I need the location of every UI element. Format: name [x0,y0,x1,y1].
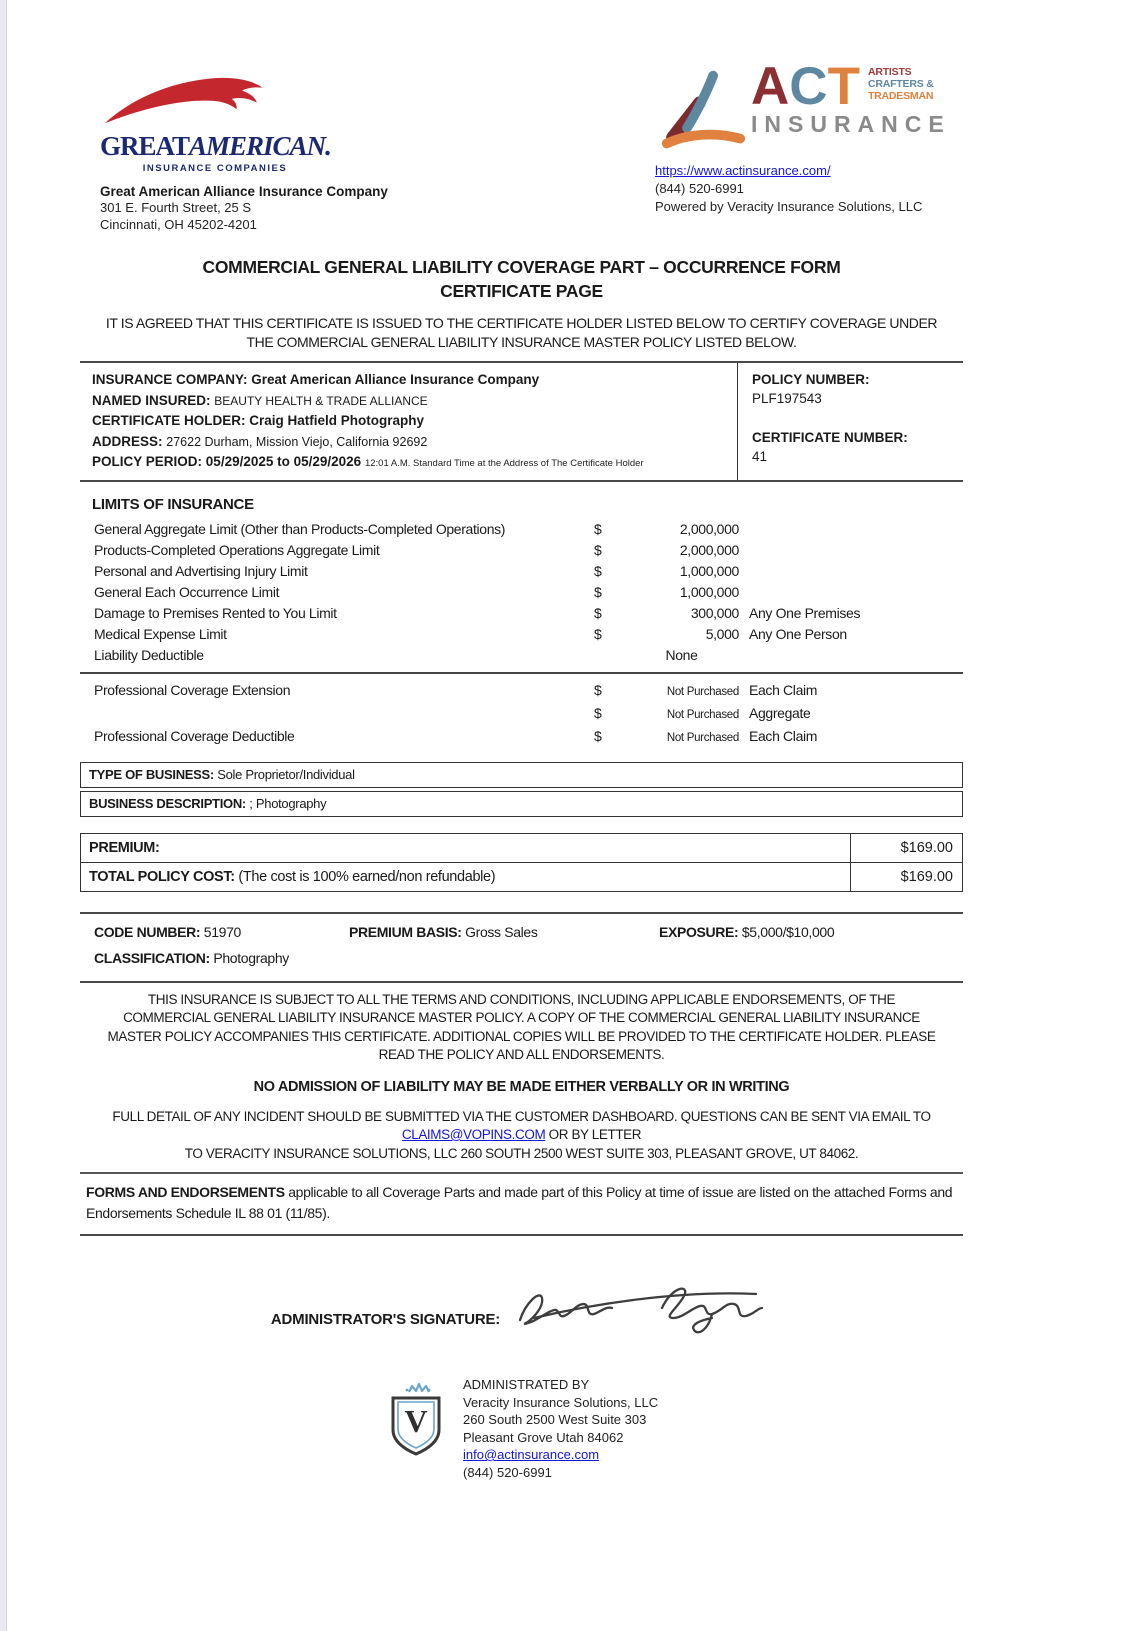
act-contact-block [655,162,985,216]
named-insured-label: NAMED INSURED: [92,392,211,408]
address-row [92,432,727,453]
limit-row: Medical Expense Limit $ 5,000 Any One Person [94,625,847,642]
premium-basis-value: Gross Sales [465,923,538,940]
business-description-box [80,791,963,817]
policy-period-value: 05/29/2025 to 05/29/2026 [205,454,362,469]
great-american-tagline: INSURANCE COMPANIES [142,163,288,174]
professional-coverage-row: Professional Coverage Extension $ Not Purchased Each Claim [94,681,818,698]
premium-amount: $169.00 [850,834,962,862]
great-american-block [100,70,400,233]
certificate-number-label: CERTIFICATE NUMBER: [752,430,908,445]
terms-paragraph: THIS INSURANCE IS SUBJECT TO ALL THE TERMS AND CONDITIONS, INCLUDING APPLICABLE ENDORSEMENTS, OF THE COMMERCIAL GENERAL LIABILITY INSURANCE MASTER POLICY. A COPY OF THE COMMERCIAL GENERAL LIABILITY INSURANCE MASTER POLICY ACCOMPANIES THIS CERTIFICATE. ADDITIONAL COPIES WILL BE PROVIDED TO THE CERTIFICATE HOLDER. PLEASE READ THE POLICY AND ALL ENDORSEMENTS. [107,991,936,1062]
policy-info-box [80,361,963,482]
address-value: 27622 Durham, Mission Viejo, California 92692 [166,434,428,449]
insurance-company-label: INSURANCE COMPANY: [92,372,248,387]
premium-basis-label: PREMIUM BASIS: [349,923,462,940]
classification-label: CLASSIFICATION: [94,949,210,966]
professional-coverage-row: $ Not Purchased Aggregate [594,704,811,721]
administrated-by-label: ADMINISTRATED BY [463,1377,590,1392]
limits-divider [80,672,963,674]
act-word-crafters: CRAFTERS & [867,78,934,90]
insurance-company-row [92,370,727,391]
policy-period-row [92,452,727,475]
great-american-eagle-icon [100,70,272,126]
exposure-value: $5,000/$10,000 [741,923,835,940]
business-description-label: BUSINESS DESCRIPTION: [89,795,246,811]
type-of-business-box [80,762,963,788]
agreement-statement: IT IS AGREED THAT THIS CERTIFICATE IS ISSUED TO THE CERTIFICATE HOLDER LISTED BELOW TO CERTIFY COVERAGE UNDER THE COMMERCIAL GENERAL LIABILITY INSURANCE MASTER POLICY LISTED BELOW. [105,315,938,350]
act-website-link[interactable]: https://www.actinsurance.com/ [655,163,831,178]
no-admission-statement: NO ADMISSION OF LIABILITY MAY BE MADE EITHER VERBALLY OR IN WRITING [253,1078,790,1095]
administrator-signature-row [80,1278,963,1340]
act-insurance-word: INSURANCE [751,111,951,138]
limits-table [80,519,963,749]
forms-endorsements-text: applicable to all Coverage Parts and made part of this Policy at time of issue are listed on the attached Forms and Endorsements Schedule IL 88 01 (11/85). [86,1184,953,1221]
act-insurance-logo [655,57,985,156]
admin-address-line1: 260 South 2500 West Suite 303 [463,1412,647,1427]
total-policy-cost-amount: $169.00 [850,863,962,891]
act-word-tradesman: TRADESMAN [867,90,934,102]
professional-coverage-row: Professional Coverage Deductible $ Not Purchased Each Claim [94,727,818,744]
limit-row: Liability Deductible None [94,646,698,663]
limit-row: General Aggregate Limit (Other than Products-Completed Operations) $ 2,000,000 [94,520,739,537]
exposure-label: EXPOSURE: [659,923,739,940]
total-policy-cost-row [81,863,962,891]
document-title [80,255,963,303]
certificate-number-value: 41 [752,449,768,464]
certificate-holder-label: CERTIFICATE HOLDER: [92,413,246,428]
great-american-wordmark [100,133,400,160]
insurance-company-value: Great American Alliance Insurance Company [251,372,540,387]
limit-row: General Each Occurrence Limit $ 1,000,000 [94,583,739,600]
administrated-by-text [463,1376,658,1481]
act-letter-c: C [789,57,828,116]
svg-text:V: V [404,1403,428,1439]
wordmark-great: GREAT [100,131,190,161]
act-words [868,64,934,102]
policy-info-left [80,363,737,480]
rating-section [80,912,963,974]
certificate-holder-row [92,411,727,432]
classification-value: Photography [213,949,289,966]
act-powered-by: Powered by Veracity Insurance Solutions, LLC [655,199,923,214]
address-label: ADDRESS: [92,433,163,449]
insurer-company-name: Great American Alliance Insurance Company [100,184,388,199]
policy-info-right [737,363,963,480]
administrated-by-block [385,1376,963,1481]
type-of-business-value: Sole Proprietor/Individual [217,766,355,782]
insurer-address-line1: 301 E. Fourth Street, 25 S [100,200,252,215]
business-description-value: ; Photography [249,795,327,811]
forms-endorsements-paragraph [86,1182,963,1224]
admin-phone: (844) 520-6991 [463,1464,552,1480]
policy-period-label: POLICY PERIOD: [92,454,203,469]
limit-row: Personal and Advertising Injury Limit $ 1,000,000 [94,562,739,579]
policy-number-label: POLICY NUMBER: [752,372,870,387]
named-insured-value: BEAUTY HEALTH & TRADE ALLIANCE [214,393,428,408]
policy-period-note: 12:01 A.M. Standard Time at the Address of The Certificate Holder [364,458,644,469]
type-of-business-label: TYPE OF BUSINESS: [89,766,214,782]
document-title-line2: CERTIFICATE PAGE [440,281,603,301]
certificate-holder-value: Craig Hatfield Photography [249,413,425,428]
limit-row: Products-Completed Operations Aggregate Limit $ 2,000,000 [94,541,739,558]
total-policy-cost-label: TOTAL POLICY COST: [89,868,235,885]
incident-mailing-address: TO VERACITY INSURANCE SOLUTIONS, LLC 260 SOUTH 2500 WEST SUITE 303, PLEASANT GROVE, UT 84062. [184,1145,859,1161]
administrator-signature-scribble [504,1278,772,1340]
act-phone: (844) 520-6991 [655,181,744,196]
act-word-artists: ARTISTS [867,66,912,78]
act-letter-t: T [827,57,860,116]
wordmark-american: AMERICAN. [189,131,331,161]
code-number-value: 51970 [203,923,241,940]
premium-row [81,834,962,863]
admin-email-link[interactable]: info@actinsurance.com [463,1447,600,1462]
premium-table [80,833,963,892]
premium-label: PREMIUM: [89,839,160,856]
code-row [94,922,963,942]
code-number-label: CODE NUMBER: [94,923,201,940]
limits-heading: LIMITS OF INSURANCE [92,495,254,513]
named-insured-row [92,391,727,412]
forms-endorsements-label: FORMS AND ENDORSEMENTS [86,1184,285,1200]
act-letters [751,57,860,116]
act-letter-a: A [751,57,790,116]
forms-endorsements-section [80,1172,963,1236]
total-policy-cost-note: (The cost is 100% earned/non refundable) [238,868,496,885]
policy-number-value: PLF197543 [752,391,822,406]
classification-row [94,948,963,968]
document-title-line1: COMMERCIAL GENERAL LIABILITY COVERAGE PART – OCCURRENCE FORM [202,257,841,277]
document-header [0,0,1144,255]
incident-text-pre: FULL DETAIL OF ANY INCIDENT SHOULD BE SUBMITTED VIA THE CUSTOMER DASHBOARD. QUESTIONS CAN BE SENT VIA EMAIL TO [112,1108,931,1124]
admin-company: Veracity Insurance Solutions, LLC [463,1394,659,1410]
administrator-signature-label: ADMINISTRATOR'S SIGNATURE: [270,1311,501,1328]
legal-section [80,981,963,1164]
insurer-address-line2: Cincinnati, OH 45202-4201 [100,217,257,232]
incident-text-post: OR BY LETTER [545,1127,642,1142]
certificate-body [80,255,963,1481]
claims-email-link[interactable]: CLAIMS@VOPINS.COM [401,1127,546,1142]
incident-paragraph [87,1108,957,1145]
admin-address-line2: Pleasant Grove Utah 84062 [463,1429,624,1445]
act-paintbrush-icon [655,64,747,156]
limit-row: Damage to Premises Rented to You Limit $ 300,000 Any One Premises [94,604,861,621]
veracity-shield-icon [385,1376,447,1460]
act-insurance-block [655,57,985,216]
